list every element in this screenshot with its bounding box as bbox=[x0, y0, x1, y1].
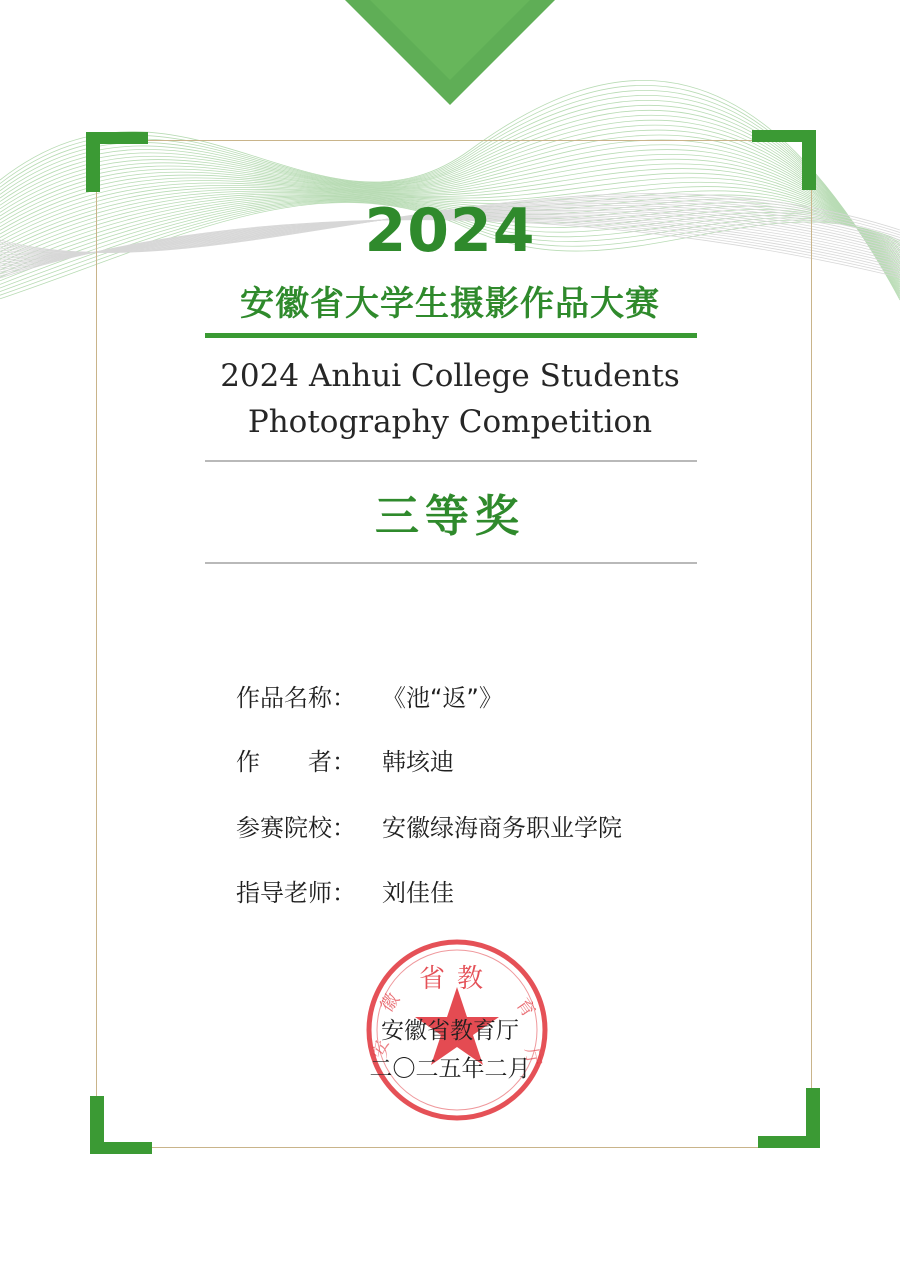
field-label: 参赛院校： bbox=[236, 814, 356, 842]
award-level: 三等奖 bbox=[375, 491, 525, 542]
svg-text:育: 育 bbox=[511, 994, 540, 1022]
title-divider bbox=[205, 333, 697, 338]
competition-year: 2024 bbox=[364, 196, 536, 266]
award-divider-top bbox=[205, 460, 697, 462]
svg-text:安: 安 bbox=[369, 1038, 394, 1060]
corner-decoration-bottom-left bbox=[90, 1142, 152, 1154]
field-value: 《池“返”》 bbox=[382, 684, 503, 712]
field-institution bbox=[236, 808, 622, 843]
field-value: 刘佳佳 bbox=[382, 879, 454, 907]
svg-text:厅: 厅 bbox=[520, 1046, 545, 1068]
svg-text:徽: 徽 bbox=[376, 989, 405, 1017]
field-author bbox=[236, 742, 454, 777]
corner-decoration-top-right bbox=[802, 130, 816, 190]
svg-text:省教: 省教 bbox=[418, 964, 496, 994]
issuer-name: 安徽省教育厅 bbox=[381, 1018, 519, 1044]
competition-title-cn: 安徽省大学生摄影作品大赛 bbox=[240, 284, 660, 324]
field-advisor bbox=[236, 873, 454, 908]
corner-decoration-bottom-right bbox=[758, 1136, 820, 1148]
field-label: 作品名称： bbox=[236, 684, 356, 712]
field-value: 安徽绿海商务职业学院 bbox=[382, 814, 622, 842]
competition-title-en-line1: 2024 Anhui College Students bbox=[220, 358, 680, 394]
field-work-title bbox=[236, 678, 503, 713]
award-divider-bottom bbox=[205, 562, 697, 564]
corner-decoration-top-left bbox=[86, 132, 100, 192]
competition-title-en-line2: Photography Competition bbox=[247, 404, 653, 440]
field-value: 韩垓迪 bbox=[382, 748, 454, 776]
field-label: 作 者： bbox=[236, 748, 356, 776]
issue-date: 二〇二五年二月 bbox=[369, 1056, 531, 1082]
field-label: 指导老师： bbox=[236, 879, 356, 907]
